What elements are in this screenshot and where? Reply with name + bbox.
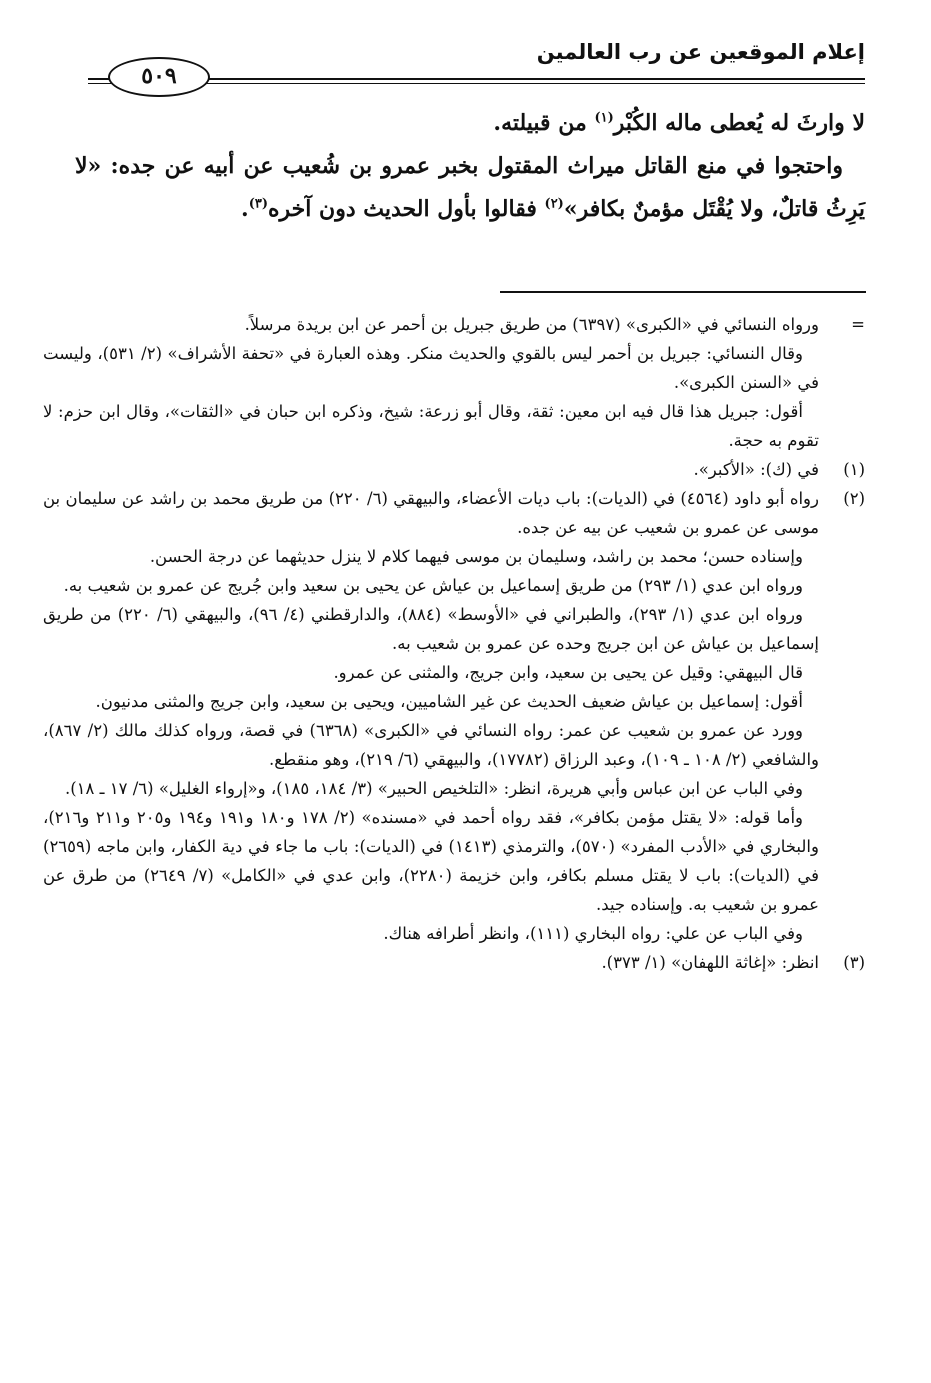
footnote-paragraph: وورد عن عمرو بن شعيب عن عمر: رواه النسائي في «الكبرى» (٦٣٦٨) في قصة، ورواه كذلك مالك (٢/ ٨٦٧)، والشافعي (٢/ ١٠٨ ـ ١٠٩)، وعبد الرزاق (١٧٧٨٢)، والبيهقي (٦/ ٢١٩)، وهو منقطع. xyxy=(43,721,819,769)
footnote-body xyxy=(43,455,819,484)
footnote-paragraph: ورواه ابن عدي (١/ ٢٩٣)، والطبراني في «الأوسط» (٨٨٤)، والدارقطني (٤/ ٩٦)، والبيهقي (٦/ ٢٢٠) من طريق إسماعيل بن عياش عن ابن جريج وحده عن عمرو بن شعيب به. xyxy=(43,605,819,653)
footnote-ref-1: (١) xyxy=(594,110,614,126)
footnote-mark: (١) xyxy=(843,460,865,479)
footnote-ref-3: (٣) xyxy=(248,196,269,212)
footnote-paragraph: وقال النسائي: جبريل بن أحمر ليس بالقوي والحديث منكر. وهذه العبارة في «تحفة الأشراف» (٢/ ٥٣١)، وليست في «السنن الكبرى». xyxy=(43,344,819,392)
footnote-paragraph: وإسناده حسن؛ محمد بن راشد، وسليمان بن موسى فيهما كلام لا ينزل حديثهما عن درجة الحسن. xyxy=(149,547,803,566)
footnote-mark: (٢) xyxy=(843,489,865,508)
footnote-3 xyxy=(43,948,865,977)
footnote-body xyxy=(43,310,819,455)
footnote-paragraph: قال البيهقي: وقيل عن يحيى بن سعيد، وابن جريج، والمثنى عن عمرو. xyxy=(333,663,803,682)
footnote-ref-2: (٢) xyxy=(544,196,564,212)
footnote-continued xyxy=(43,310,865,455)
footnote-paragraph: رواه أبو داود (٤٥٦٤) في (الديات): باب ديات الأعضاء، والبيهقي (٦/ ٢٢٠) من طريق محمد بن راشد عن سليمان بن موسى عن عمرو بن شعيب عن بيه عن جده. xyxy=(43,489,819,537)
footnote-paragraph: وفي الباب عن ابن عباس وأبي هريرة، انظر: «التلخيص الحبير» (٣/ ١٨٤، ١٨٥)، و«إرواء الغليل» (٦/ ١٧ ـ ١٨). xyxy=(64,779,803,798)
footnote-1 xyxy=(43,455,865,484)
footnote-paragraph: في (ك): «الأكبر». xyxy=(693,460,819,479)
main-text xyxy=(75,102,865,231)
page-number: ٥٠٩ xyxy=(108,57,210,97)
footnotes xyxy=(43,310,865,977)
footnote-mark: (٣) xyxy=(843,953,865,972)
footnote-separator xyxy=(500,291,866,293)
footnote-body xyxy=(43,484,819,948)
footnote-paragraph: انظر: «إغاثة اللهفان» (١/ ٣٧٣). xyxy=(601,953,819,972)
running-title: إعلام الموقعين عن رب العالمين xyxy=(536,40,865,64)
main-paragraph-2: واحتجوا في منع القاتل ميراث المقتول بخبر عمرو بن شُعيب عن أبيه عن جده: «لا يَرِثُ قاتلٌ، ولا يُقْتَل مؤمنٌ بكافر»$^{(٢)}$ فقالوا بأول الحديث دون آخره$^{(٣)}$. xyxy=(75,153,865,222)
footnote-paragraph: أقول: إسماعيل بن عياش ضعيف الحديث عن غير الشاميين، ويحيى بن سعيد، وابن جريج والمثنى مدنيون. xyxy=(95,692,803,711)
footnote-body xyxy=(43,948,819,977)
main-paragraph-1: لا وارثَ له يُعطى ماله الكُبْر$^{(١)}$ من قبيلته. xyxy=(493,110,865,136)
footnote-paragraph: ورواه ابن عدي (١/ ٢٩٣) من طريق إسماعيل بن عياش عن يحيى بن سعيد وابن جُريج عن عمرو بن شعيب به. xyxy=(63,576,803,595)
footnote-mark: = xyxy=(851,315,865,334)
footnote-paragraph: وأما قوله: «لا يقتل مؤمن بكافر»، فقد رواه أحمد في «مسنده» (٢/ ١٧٨ و١٨٠ و١٩١ و١٩٤ و٢٠٥ و٢١١ و٢١٦)، والبخاري في «الأدب المفرد» (٥٧٠)، والترمذي (١٤١٣) في (الديات): باب ما جاء في دية الكفار، وابن ماجه (٢٦٥٩) في (الديات): باب لا يقتل مسلم بكافر، وابن خزيمة (٢٢٨٠)، وابن عدي في «الكامل» (٧/ ٢٦٤٩) من طرق عن عمرو بن شعيب به. وإسناده جيد. xyxy=(43,808,820,914)
footnote-2 xyxy=(43,484,865,948)
footnote-paragraph: وفي الباب عن علي: رواه البخاري (١١١)، وانظر أطرافه هناك. xyxy=(383,924,803,943)
footnote-paragraph: أقول: جبريل هذا قال فيه ابن معين: ثقة، وقال أبو زرعة: شيخ، وذكره ابن حبان في «الثقات»، وقال ابن حزم: لا تقوم به حجة. xyxy=(43,402,819,450)
footnote-paragraph: ورواه النسائي في «الكبرى» (٦٣٩٧) من طريق جبريل بن أحمر عن ابن بريدة مرسلاً. xyxy=(244,315,819,334)
